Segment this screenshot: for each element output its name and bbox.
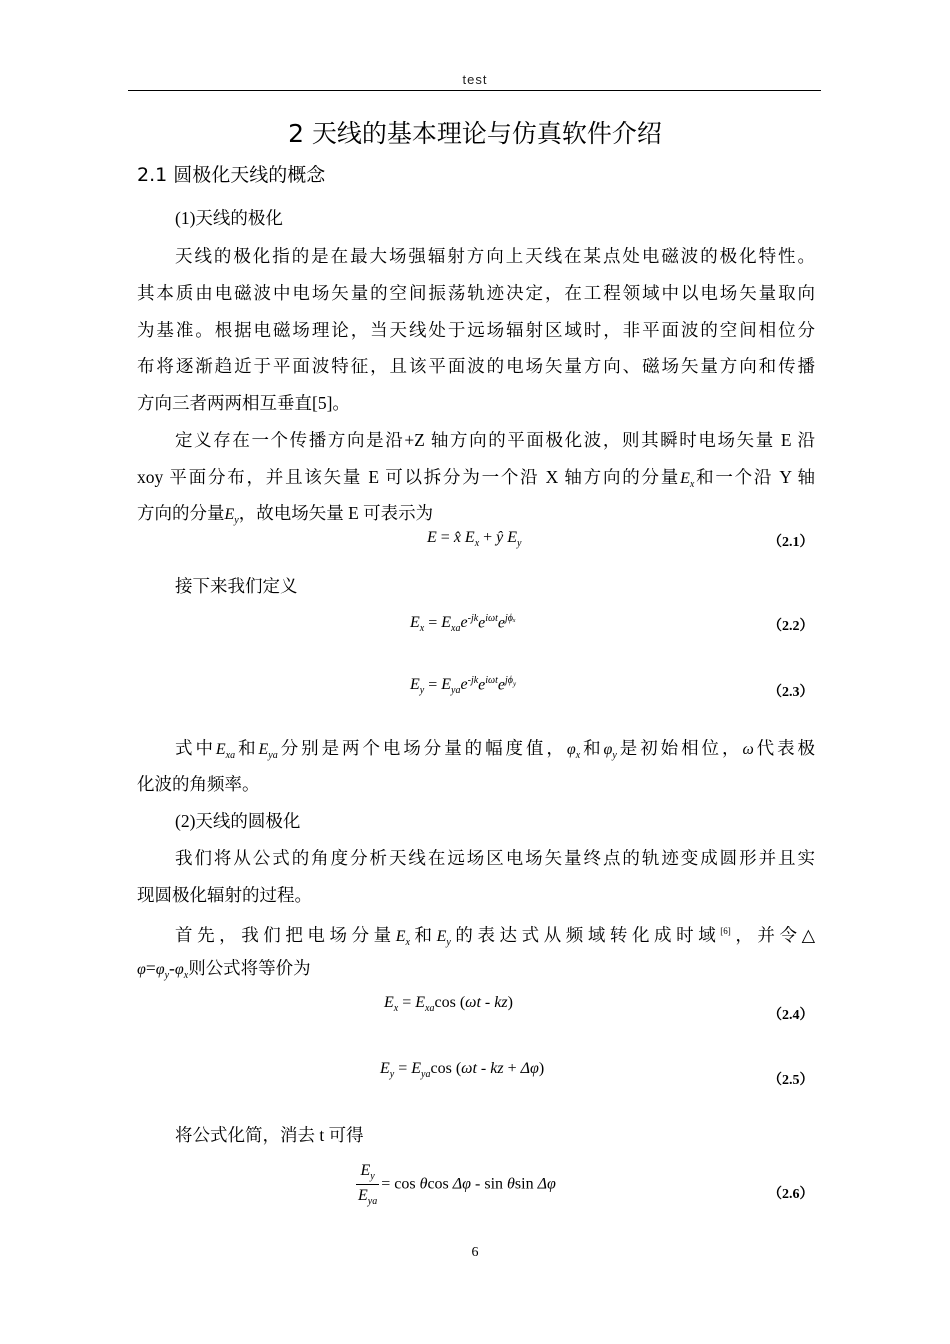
page-number: 6 (471, 1245, 479, 1260)
paragraph-line: 将公式化简，消去 t 可得 (175, 1125, 364, 1145)
equation-2-3: $E_y = E_{ya}e^{-jk}e^{i\omega t}e^{j\phi_y}$ (410, 675, 517, 697)
equation-number: （2.6） (768, 1187, 814, 1202)
paragraph-line: xoy 平面分布，并且该矢量 E 可以拆分为一个沿 X 轴方向的分量$E_x$和一个沿 Y 轴 (137, 467, 815, 491)
paragraph-line: 为基准。根据电磁场理论，当天线处于远场辐射区域时，非平面波的空间相位分 (137, 320, 815, 340)
equation-2-6: $\frac{E_y}{E_{ya}}$ = cos θcos Δφ - sin θsin Δφ (358, 1162, 556, 1208)
equation-number: （2.3） (768, 685, 814, 700)
paragraph-line: 式中$E_{xa}$和$E_{ya}$分别是两个电场分量的幅度值，$\varphi_x$和$\varphi_y$是初始相位，ω代表极 (175, 738, 816, 762)
paragraph-line: 布将逐渐趋近于平面波特征，且该平面波的电场矢量方向、磁场矢量方向和传播 (137, 356, 815, 376)
section-title: 2.1 圆极化天线的概念 (137, 164, 326, 186)
equation-number: （2.2） (768, 619, 814, 634)
running-header: test (462, 72, 488, 87)
subsection-title-1: (1)天线的极化 (175, 208, 283, 228)
equation-2-5: $E_y = E_{ya}\cos$ (ωt - kz + Δφ) (380, 1060, 545, 1081)
subsection-title-2: (2)天线的圆极化 (175, 811, 301, 831)
paragraph-line: 化波的角频率。 (137, 774, 260, 794)
page-title: 2 天线的基本理论与仿真软件介绍 (288, 119, 662, 148)
paragraph-line: 天线的极化指的是在最大场强辐射方向上天线在某点处电磁波的极化特性。 (175, 246, 815, 266)
equation-number: （2.4） (768, 1008, 814, 1023)
equation-2-2: $E_x = E_{xa}e^{-jk}e^{i\omega t}e^{j\phi_x}$ (410, 613, 516, 635)
equation-number: （2.1） (768, 535, 814, 550)
paragraph-line: 现圆极化辐射的过程。 (137, 885, 312, 905)
equation-2-4: $E_x = E_{xa}\cos$ (ωt - kz) (384, 994, 513, 1015)
paragraph-line: 方向三者两两相互垂直[5]。 (137, 393, 350, 413)
equation-2-1: E = x̂ $E_x$ + ŷ $E_y$ (427, 529, 522, 550)
header-rule (128, 90, 821, 91)
paragraph-line: 首先，我们把电场分量$E_x$和$E_y$的表达式从频域转化成时域[6]，并令△ (175, 924, 816, 949)
paragraph-line: 接下来我们定义 (175, 576, 298, 596)
paragraph-line: 我们将从公式的角度分析天线在远场区电场矢量终点的轨迹变成圆形并且实 (175, 848, 815, 868)
paragraph-line: 方向的分量$E_y$，故电场矢量 E 可表示为 (137, 503, 434, 527)
paragraph-line: 定义存在一个传播方向是沿+Z 轴方向的平面极化波，则其瞬时电场矢量 E 沿 (175, 430, 815, 450)
paragraph-line: 其本质由电磁波中电场矢量的空间振荡轨迹决定，在工程领域中以电场矢量取向 (137, 283, 815, 303)
paragraph-line: $\varphi=\varphi_y-\varphi_x$则公式将等价为 (137, 958, 311, 982)
equation-number: （2.5） (768, 1073, 814, 1088)
